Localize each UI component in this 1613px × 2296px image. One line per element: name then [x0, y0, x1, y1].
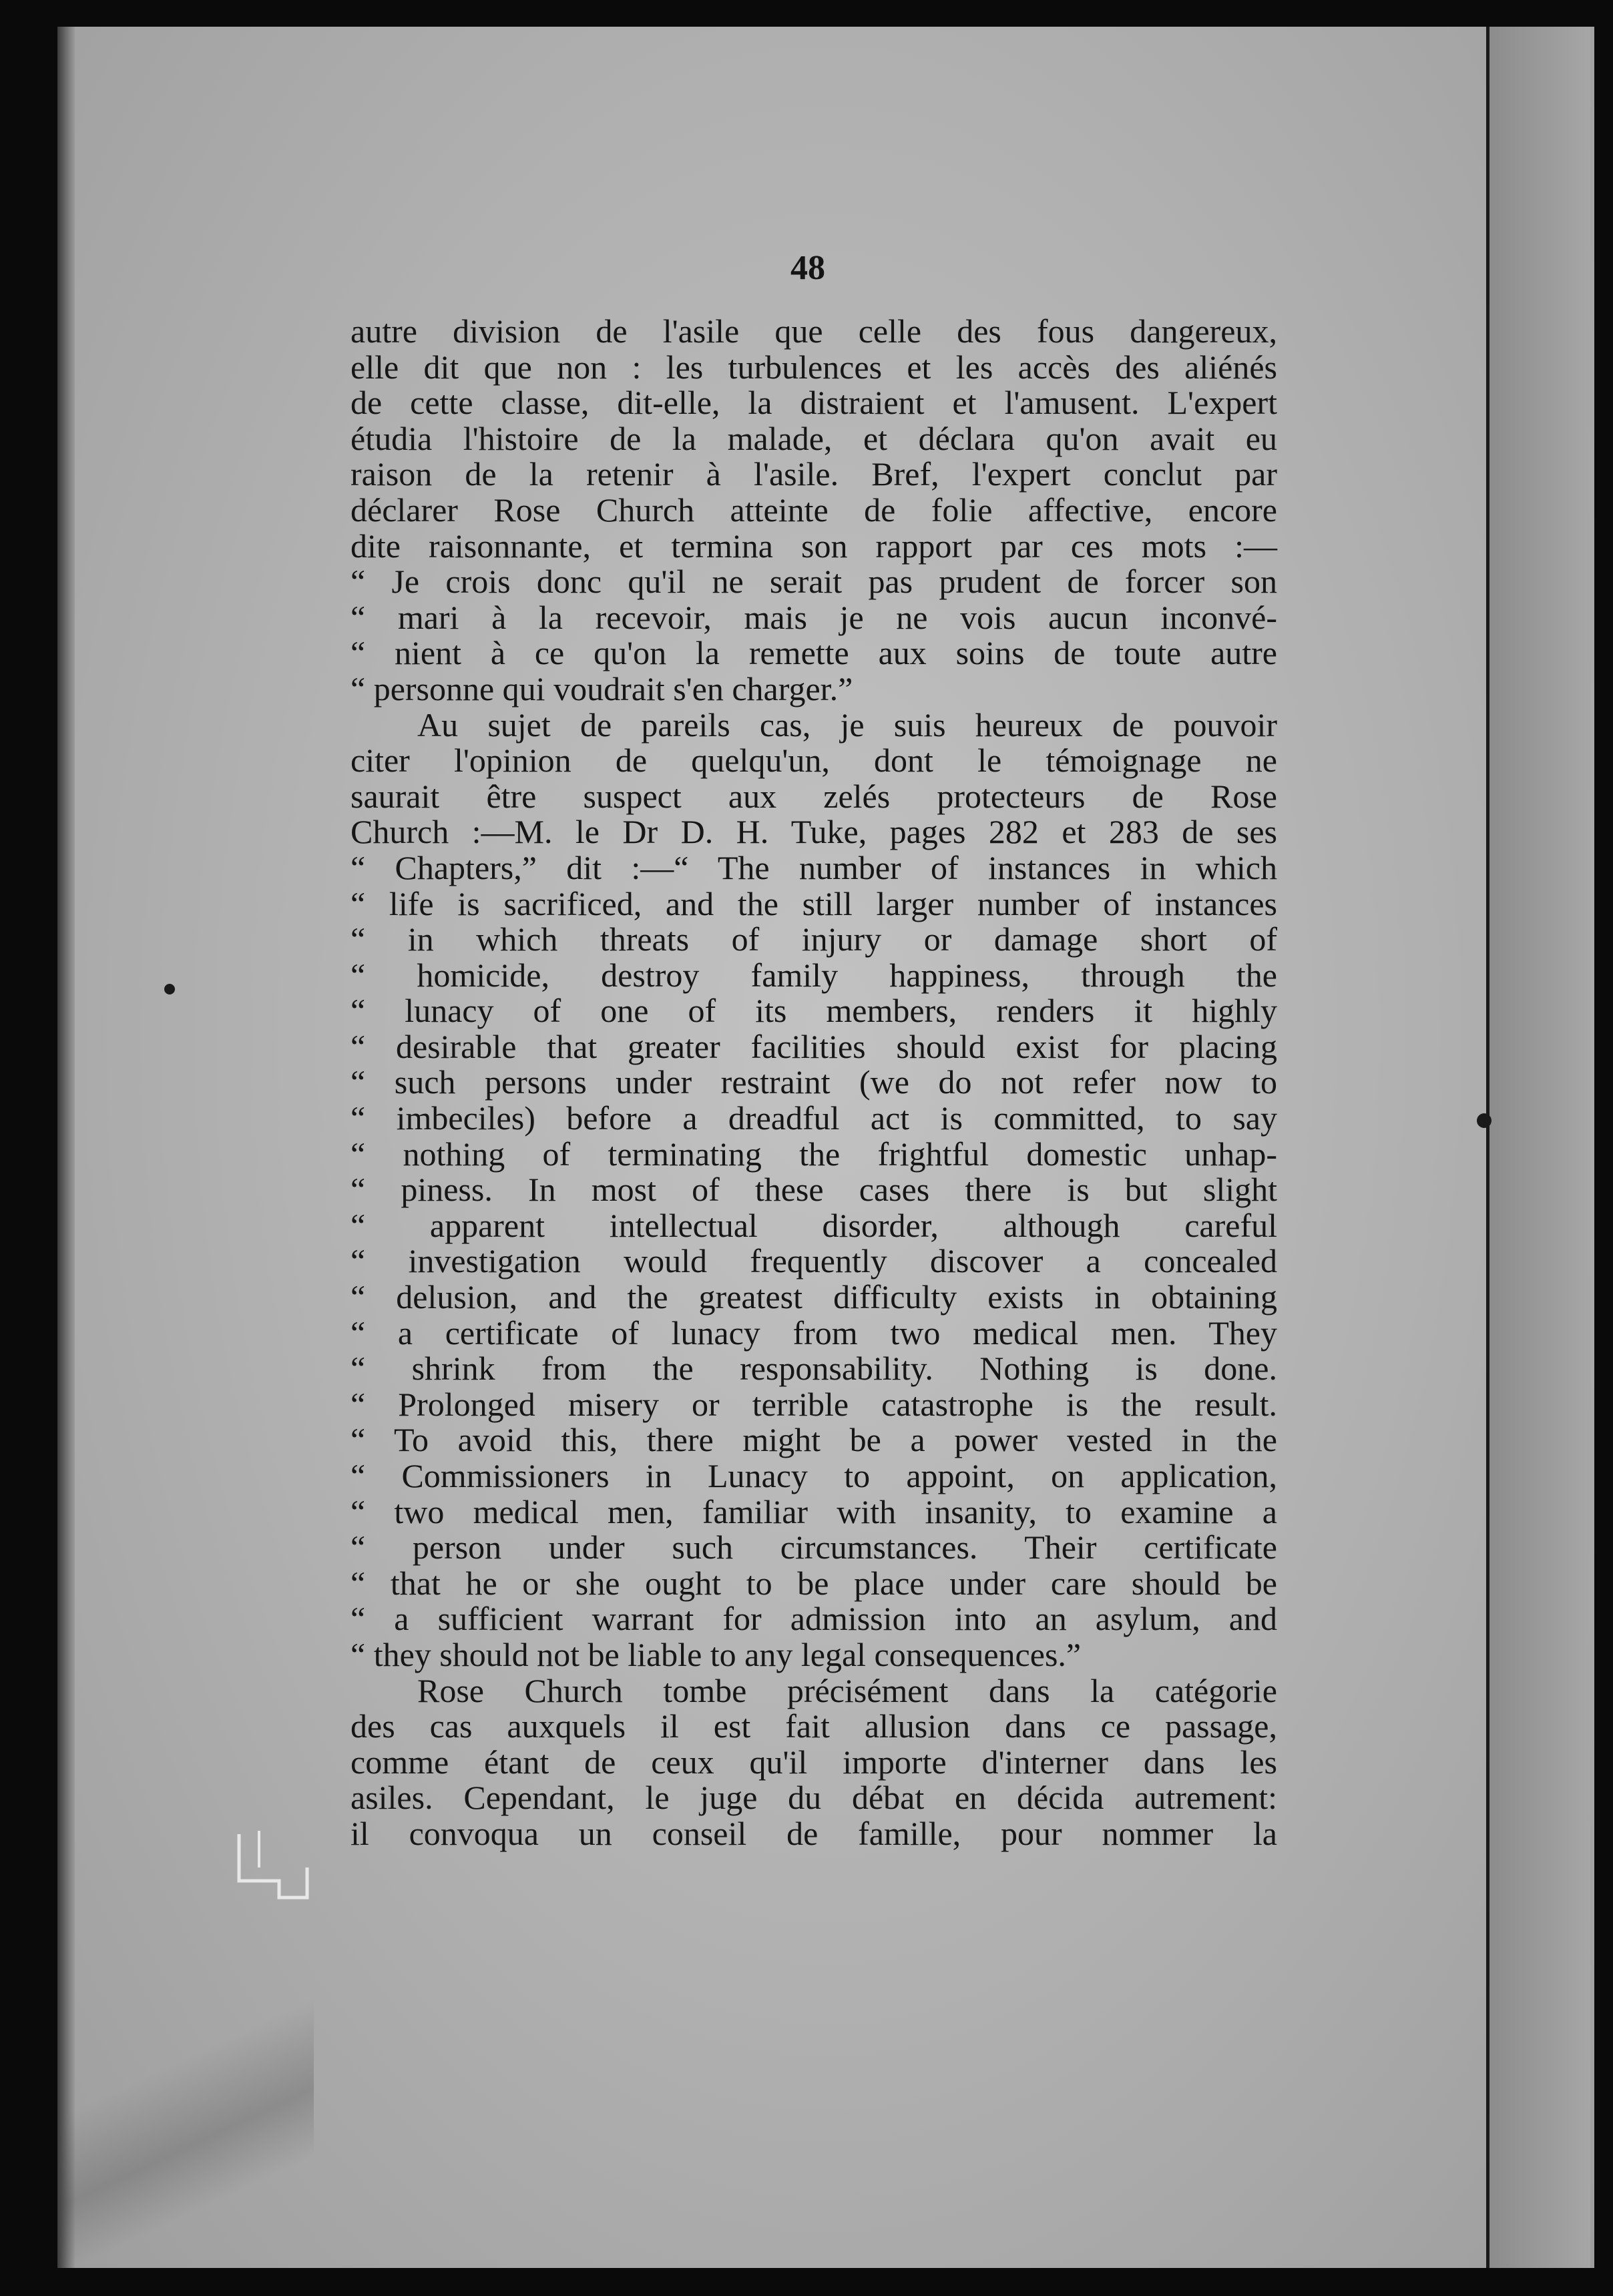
text-line: saurait être suspect aux zelés protecteurs de Rose [351, 777, 1277, 815]
ink-speck [164, 984, 175, 994]
adjacent-page-strip [1489, 27, 1590, 2268]
text-line: “ in which threats of injury or damage short of [351, 920, 1277, 958]
text-line: de cette classe, dit-elle, la distraient et l'amusent. L'expert [351, 384, 1277, 422]
text-line: raison de la retenir à l'asile. Bref, l'expert conclut par [351, 455, 1277, 493]
text-line: “ Commissioners in Lunacy to appoint, on application, [351, 1457, 1277, 1494]
corner-wear [60, 1936, 314, 2269]
text-line: “ such persons under restraint (we do not refer now to [351, 1063, 1277, 1101]
text-line: “ a certificate of lunacy from two medical men. They [351, 1314, 1277, 1352]
text-line: étudia l'histoire de la malade, et déclara qu'on avait eu [351, 419, 1277, 457]
text-line: “ lunacy of one of its members, renders it highly [351, 992, 1277, 1030]
text-line: Rose Church tombe précisément dans la catégorie [417, 1671, 1277, 1709]
text-line: “ Chapters,” dit :—“ The number of instances in which [351, 848, 1277, 886]
text-line: “ To avoid this, there might be a power vested in the [351, 1421, 1277, 1459]
text-line: “ that he or she ought to be place under care should be [351, 1564, 1277, 1602]
text-line: “ nothing of terminating the frightful domestic unhap- [351, 1135, 1277, 1173]
text-line: “ life is sacrificed, and the still larger number of instances [351, 884, 1277, 922]
text-line: il convoqua un conseil de famille, pour nommer la [351, 1814, 1277, 1852]
body-text [351, 314, 1277, 1852]
ink-speck [1477, 1113, 1491, 1128]
text-line: “ Prolonged misery or terrible catastrophe is the result. [351, 1385, 1277, 1423]
text-line: “ apparent intellectual disorder, although careful [351, 1206, 1277, 1244]
text-line: Au sujet de pareils cas, je suis heureux de pouvoir [417, 705, 1277, 744]
page-fold-line [1486, 27, 1489, 2268]
text-line: “ investigation would frequently discover a concealed [351, 1242, 1277, 1280]
text-line: elle dit que non : les turbulences et les accès des aliénés [351, 348, 1277, 386]
text-line: asiles. Cependant, le juge du débat en décida autrement: [351, 1779, 1277, 1817]
text-line: autre division de l'asile que celle des fous dangereux, [351, 312, 1277, 350]
binding-edge [57, 27, 75, 2268]
page-number: 48 [790, 249, 825, 287]
text-line: déclarer Rose Church atteinte de folie affective, encore [351, 491, 1277, 529]
text-line: “ piness. In most of these cases there is but slight [351, 1171, 1277, 1209]
text-line: “ two medical men, familiar with insanity, to examine a [351, 1492, 1277, 1530]
text-line: “ desirable that greater facilities should exist for placing [351, 1027, 1277, 1065]
text-line: “ a sufficient warrant for admission into an asylum, and [351, 1600, 1277, 1638]
text-line: “ they should not be liable to any legal consequences.” [351, 1635, 1082, 1673]
text-line: “ personne qui voudrait s'en charger.” [351, 669, 853, 707]
text-line: comme étant de ceux qu'il importe d'interner dans les [351, 1743, 1277, 1781]
text-line: “ shrink from the responsability. Nothing is done. [351, 1350, 1277, 1388]
text-line: “ mari à la recevoir, mais je ne vois aucun inconvé- [351, 598, 1277, 636]
library-stamp-mark [232, 1827, 312, 1901]
text-line: “ Je crois donc qu'il ne serait pas prudent de forcer son [351, 563, 1277, 601]
text-line: des cas auxquels il est fait allusion dans ce passage, [351, 1707, 1277, 1745]
text-line: Church :—M. le Dr D. H. Tuke, pages 282 et 283 de ses [351, 813, 1277, 851]
text-line: “ person under such circumstances. Their certificate [351, 1528, 1277, 1566]
text-line: “ homicide, destroy family happiness, through the [351, 956, 1277, 994]
text-line: “ imbeciles) before a dreadful act is committed, to say [351, 1099, 1277, 1137]
text-line: “ delusion, and the greatest difficulty exists in obtaining [351, 1278, 1277, 1316]
text-line: citer l'opinion de quelqu'un, dont le témoignage ne [351, 742, 1277, 780]
text-line: “ nient à ce qu'on la remette aux soins de toute autre [351, 634, 1277, 672]
text-line: dite raisonnante, et termina son rapport par ces mots :— [351, 527, 1277, 565]
